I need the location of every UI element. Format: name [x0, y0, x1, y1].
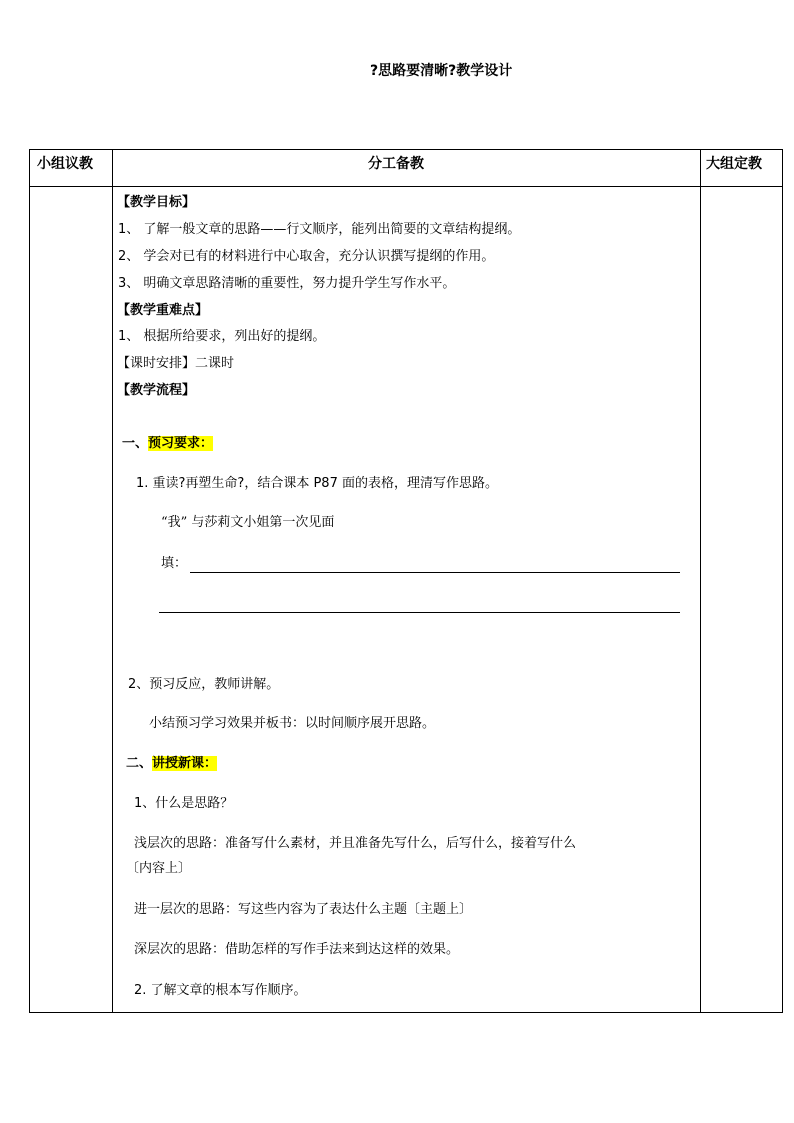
- shallow-thinking-line: 〔内容上〕: [126, 861, 192, 876]
- fill-blank-line: [159, 612, 680, 613]
- lesson-plan-table: [29, 149, 783, 1013]
- page-title: ?思路要清晰?教学设计: [370, 63, 513, 79]
- fill-label: 填：: [161, 556, 188, 571]
- deep-thinking-line: 深层次的思路：借助怎样的写作手法来到达这样的效果。: [134, 942, 460, 957]
- objective-item: 3、 明确文章思路清晰的重要性，努力提升学生写作水平。: [118, 276, 456, 291]
- key-point-item: 1、 根据所给要求，列出好的提纲。: [118, 329, 326, 344]
- section-one-title: 预习要求：: [148, 436, 214, 451]
- schedule-line: 【课时安排】二课时: [117, 356, 235, 371]
- preview-quote-line: “我” 与莎莉文小姐第一次见面: [161, 515, 335, 530]
- section-one-prefix: 一、: [122, 436, 149, 451]
- header-division-prep: 分工备教: [368, 156, 424, 172]
- column-divider: [112, 150, 113, 1012]
- header-divider: [30, 186, 782, 187]
- header-group-discussion: 小组议教: [37, 156, 93, 172]
- key-points-heading: 【教学重难点】: [117, 303, 209, 318]
- objective-item: 1、 了解一般文章的思路——行文顺序，能列出简要的文章结构提纲。: [118, 222, 521, 237]
- header-final-teaching: 大组定教: [706, 156, 762, 172]
- fill-blank-line: [190, 572, 680, 573]
- section-two-heading: [126, 755, 217, 773]
- further-thinking-line: 进一层次的思路：写这些内容为了表达什么主题〔主题上〕: [134, 902, 473, 917]
- section-two-prefix: 二、: [126, 756, 153, 771]
- process-heading: 【教学流程】: [117, 383, 196, 398]
- lecture-item-1: 1、什么是思路？: [134, 796, 234, 811]
- lecture-item-2: 2. 了解文章的根本写作顺序。: [134, 983, 307, 998]
- section-one-heading: [122, 435, 213, 453]
- shallow-thinking-line: 浅层次的思路：准备写什么素材，并且准备先写什么，后写什么，接着写什么: [134, 836, 577, 851]
- section-two-title: 讲授新课：: [152, 756, 218, 771]
- objectives-heading: 【教学目标】: [117, 195, 196, 210]
- column-divider: [700, 150, 701, 1012]
- objective-item: 2、 学会对已有的材料进行中心取舍，充分认识撰写提纲的作用。: [118, 249, 495, 264]
- preview-item-2: 2、预习反应，教师讲解。: [128, 677, 280, 692]
- preview-item-1: 1. 重读?再塑生命?，结合课本 P87 面的表格，理清写作思路。: [136, 476, 498, 491]
- preview-summary: 小结预习学习效果并板书：以时间顺序展开思路。: [149, 716, 436, 731]
